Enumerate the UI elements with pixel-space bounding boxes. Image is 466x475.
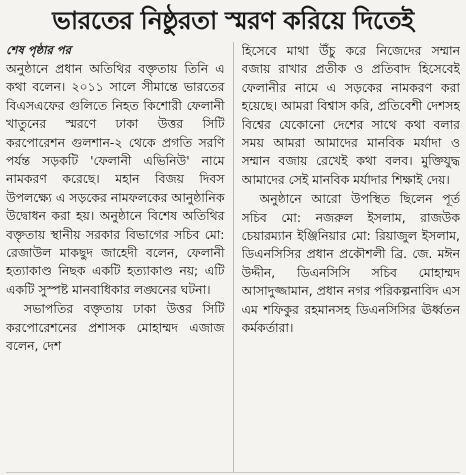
- divider: [6, 472, 460, 473]
- paragraph: অনুষ্ঠানে আরো উপস্থিত ছিলেন পূর্ত সচিব মো: নজরুল ইসলাম, রাজউক চেয়ারম্যান ইঞ্জিনিয়ার মো: রিয়াজুল ইসলাম, ডিএনসিসির প্রধান প্রকৌশলী ব্রি. জে. মঈন উদ্দীন, ডিএনসিসি সচিব মোহাম্মদ আসাদুজ্জামান, প্রধান নগর পরিকল্পনাবিদ এস এম শফিকুর রহমানসহ ডিএনসিসির ঊর্ধ্বতন কর্মকর্তারা।: [241, 191, 460, 336]
- paragraph: হিসেবে মাথা উঁচু করে নিজেদের সম্মান বজায় রাখার প্রতীক ও প্রতিবাদ হিসেবেই ফেলানীর নামে এ সড়কের নামকরণ করা হয়েছে। আমরা বিশ্বাস করি, প্রতিবেশী দেশসহ বিশ্বের যেকোনো দেশের সাথে কথা বলার সময় আমরা আমাদের মানবিক মর্যাদা ও সম্মান বজায় রেখেই কথা বলব। মুক্তিযুদ্ধ আমাদের সেই মানবিক মর্যাদার শিক্ষাই দেয়।: [241, 43, 460, 187]
- right-column: [242, 42, 461, 472]
- continuation-label: শেষ পৃষ্ঠার পর: [6, 43, 71, 57]
- paragraph: সভাপতির বক্তৃতায় ঢাকা উত্তর সিটি করপোরেশনের প্রশাসক মোহাম্মদ এজাজ বলেন, দেশ: [6, 301, 225, 354]
- left-column: [6, 42, 234, 472]
- article-body: [6, 42, 460, 472]
- paragraph: অনুষ্ঠানে প্রধান অতিথির বক্তৃতায় তিনি এ কথা বলেন। ২০১১ সালে সীমান্তে ভারতের বিএসএফের গুলিতে নিহত কিশোরী ফেলানী খাতুনের স্মরণে ঢাকা উত্তর সিটি করপোরেশন গুলশান-২ থেকে প্রগতি সরণি পর্যন্ত সড়কটি 'ফেলানী এভিনিউ' নামে নামকরণ করেছে। মহান বিজয় দিবস উপলক্ষ্যে এ সড়কের নামফলকের আনুষ্ঠানিক উদ্বোধন করা হয়। অনুষ্ঠানে বিশেষ অতিথির বক্তৃতায় স্থানীয় সরকার বিভাগের সচিব মো: রেজাউল মাকছুদ জাহেদী বলেন, ফেলানী হত্যাকাণ্ড নিছক একটি হত্যাকাণ্ড নয়; এটি একটি সুস্পষ্ট মানবাধিকার লঙ্ঘনের ঘটনা।: [6, 61, 225, 297]
- headline: ভারতের নিষ্ঠুরতা স্মরণ করিয়ে দিতেই: [52, 6, 414, 35]
